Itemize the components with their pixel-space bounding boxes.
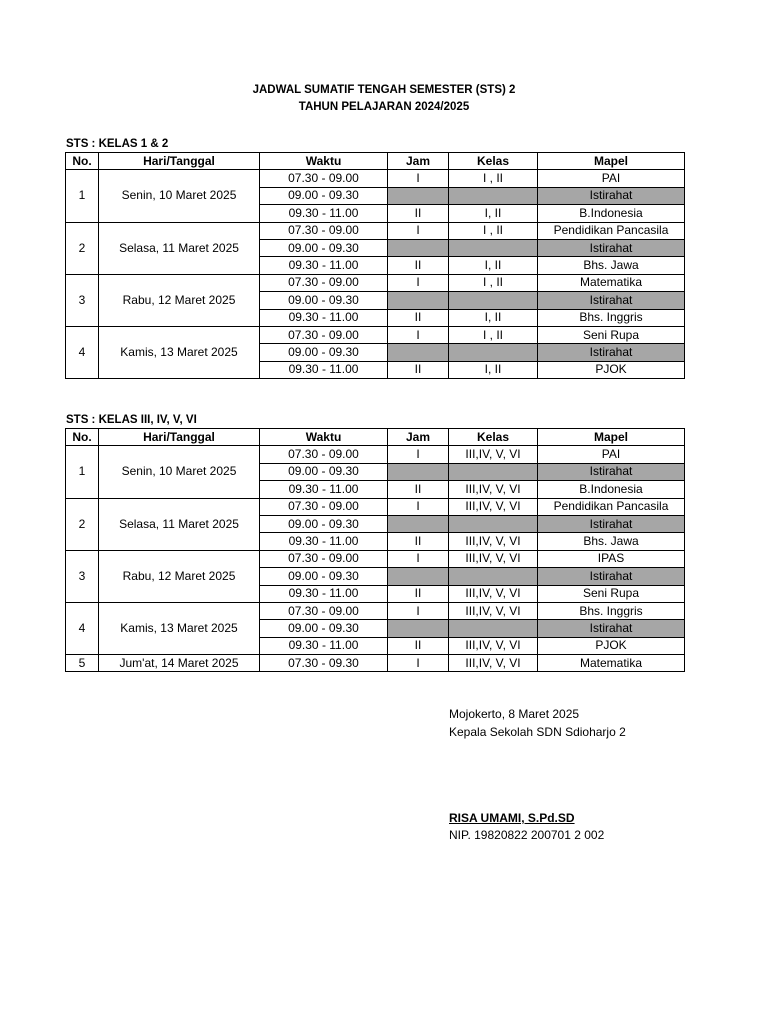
time-cell: 09.00 - 09.30 (260, 187, 388, 204)
jam-cell: I (388, 170, 449, 187)
mapel-cell: Istirahat (538, 568, 685, 585)
header-waktu: Waktu (260, 429, 388, 446)
kelas-cell (449, 568, 538, 585)
jam-cell: II (388, 205, 449, 222)
header-kelas: Kelas (449, 429, 538, 446)
table-row (66, 602, 685, 619)
kelas-cell (449, 515, 538, 532)
day-date-cell: Selasa, 11 Maret 2025 (99, 498, 260, 550)
kelas-cell: I , II (449, 274, 538, 291)
section-label-kelas-3-6: STS : KELAS III, IV, V, VI (66, 414, 197, 426)
signature-name: RISA UMAMI, S.Pd.SD (449, 811, 575, 825)
kelas-cell (449, 187, 538, 204)
mapel-cell: Istirahat (538, 620, 685, 637)
header-jam: Jam (388, 153, 449, 170)
kelas-cell: III,IV, V, VI (449, 533, 538, 550)
time-cell: 07.30 - 09.00 (260, 222, 388, 239)
time-cell: 09.00 - 09.30 (260, 292, 388, 309)
time-cell: 09.00 - 09.30 (260, 463, 388, 480)
day-number-cell: 4 (66, 602, 99, 654)
mapel-cell: PAI (538, 446, 685, 463)
time-cell: 09.30 - 11.00 (260, 309, 388, 326)
time-cell: 07.30 - 09.00 (260, 498, 388, 515)
document-subtitle: TAHUN PELAJARAN 2024/2025 (298, 101, 470, 113)
table-row (66, 498, 685, 515)
time-cell: 07.30 - 09.00 (260, 326, 388, 343)
jam-cell: II (388, 257, 449, 274)
section-label-kelas-1-2: STS : KELAS 1 & 2 (66, 138, 169, 150)
table-row (66, 326, 685, 343)
jam-cell: I (388, 222, 449, 239)
kelas-cell: III,IV, V, VI (449, 446, 538, 463)
mapel-cell: Bhs. Jawa (538, 257, 685, 274)
time-cell: 09.30 - 11.00 (260, 585, 388, 602)
schedule-table-kelas-1-2 (65, 152, 685, 379)
table-row (66, 550, 685, 567)
jam-cell: I (388, 446, 449, 463)
kelas-cell: I, II (449, 257, 538, 274)
day-date-cell: Rabu, 12 Maret 2025 (99, 274, 260, 326)
jam-cell: I (388, 274, 449, 291)
mapel-cell: PJOK (538, 637, 685, 654)
header-no: No. (66, 153, 99, 170)
table-row (66, 222, 685, 239)
mapel-cell: Istirahat (538, 515, 685, 532)
mapel-cell: PJOK (538, 361, 685, 378)
time-cell: 09.30 - 11.00 (260, 533, 388, 550)
day-date-cell: Selasa, 11 Maret 2025 (99, 222, 260, 274)
kelas-cell: III,IV, V, VI (449, 637, 538, 654)
jam-cell: II (388, 585, 449, 602)
jam-cell: II (388, 637, 449, 654)
day-number-cell: 3 (66, 550, 99, 602)
mapel-cell: IPAS (538, 550, 685, 567)
signature-place-date: Mojokerto, 8 Maret 2025 (449, 707, 580, 721)
document-title: JADWAL SUMATIF TENGAH SEMESTER (STS) 2 (252, 84, 516, 96)
jam-cell: II (388, 309, 449, 326)
time-cell: 09.00 - 09.30 (260, 515, 388, 532)
time-cell: 09.30 - 11.00 (260, 481, 388, 498)
kelas-cell: I, II (449, 309, 538, 326)
day-date-cell: Kamis, 13 Maret 2025 (99, 602, 260, 654)
kelas-cell: III,IV, V, VI (449, 481, 538, 498)
kelas-cell: I , II (449, 170, 538, 187)
kelas-cell (449, 344, 538, 361)
kelas-cell: III,IV, V, VI (449, 550, 538, 567)
mapel-cell: Bhs. Inggris (538, 309, 685, 326)
time-cell: 09.00 - 09.30 (260, 344, 388, 361)
kelas-cell (449, 292, 538, 309)
mapel-cell: Bhs. Jawa (538, 533, 685, 550)
jam-cell: I (388, 326, 449, 343)
day-date-cell: Senin, 10 Maret 2025 (99, 170, 260, 222)
time-cell: 09.00 - 09.30 (260, 568, 388, 585)
jam-cell (388, 568, 449, 585)
table-row (66, 446, 685, 463)
header-no: No. (66, 429, 99, 446)
signature-nip: NIP. 19820822 200701 2 002 (449, 828, 605, 842)
jam-cell: II (388, 361, 449, 378)
jam-cell (388, 620, 449, 637)
day-number-cell: 1 (66, 446, 99, 498)
jam-cell (388, 239, 449, 256)
jam-cell: II (388, 533, 449, 550)
day-number-cell: 2 (66, 222, 99, 274)
jam-cell (388, 292, 449, 309)
kelas-cell: I , II (449, 222, 538, 239)
mapel-cell: Matematika (538, 655, 685, 672)
kelas-cell (449, 239, 538, 256)
jam-cell (388, 515, 449, 532)
mapel-cell: PAI (538, 170, 685, 187)
signature-position: Kepala Sekolah SDN Sdioharjo 2 (449, 725, 626, 739)
mapel-cell: Pendidikan Pancasila (538, 222, 685, 239)
kelas-cell: III,IV, V, VI (449, 655, 538, 672)
kelas-cell (449, 463, 538, 480)
time-cell: 07.30 - 09.30 (260, 655, 388, 672)
table-header-row (66, 429, 685, 446)
day-date-cell: Kamis, 13 Maret 2025 (99, 326, 260, 378)
table-row (66, 655, 685, 672)
time-cell: 09.30 - 11.00 (260, 257, 388, 274)
mapel-cell: Istirahat (538, 292, 685, 309)
mapel-cell: Istirahat (538, 463, 685, 480)
kelas-cell: I, II (449, 361, 538, 378)
header-hari-tanggal: Hari/Tanggal (99, 153, 260, 170)
day-date-cell: Rabu, 12 Maret 2025 (99, 550, 260, 602)
mapel-cell: Matematika (538, 274, 685, 291)
time-cell: 09.00 - 09.30 (260, 620, 388, 637)
schedule-table-kelas-3-6 (65, 428, 685, 672)
mapel-cell: Seni Rupa (538, 326, 685, 343)
table-row (66, 170, 685, 187)
day-number-cell: 1 (66, 170, 99, 222)
kelas-cell: I, II (449, 205, 538, 222)
mapel-cell: B.Indonesia (538, 205, 685, 222)
jam-cell: I (388, 655, 449, 672)
day-date-cell: Senin, 10 Maret 2025 (99, 446, 260, 498)
header-kelas: Kelas (449, 153, 538, 170)
time-cell: 09.00 - 09.30 (260, 239, 388, 256)
day-number-cell: 5 (66, 655, 99, 672)
mapel-cell: Bhs. Inggris (538, 602, 685, 619)
time-cell: 09.30 - 11.00 (260, 637, 388, 654)
mapel-cell: Istirahat (538, 187, 685, 204)
header-jam: Jam (388, 429, 449, 446)
day-number-cell: 3 (66, 274, 99, 326)
kelas-cell: III,IV, V, VI (449, 585, 538, 602)
table-header-row (66, 153, 685, 170)
day-number-cell: 2 (66, 498, 99, 550)
jam-cell (388, 463, 449, 480)
time-cell: 09.30 - 11.00 (260, 361, 388, 378)
jam-cell: II (388, 481, 449, 498)
jam-cell: I (388, 550, 449, 567)
mapel-cell: Seni Rupa (538, 585, 685, 602)
kelas-cell: I , II (449, 326, 538, 343)
header-mapel: Mapel (538, 429, 685, 446)
header-mapel: Mapel (538, 153, 685, 170)
time-cell: 07.30 - 09.00 (260, 274, 388, 291)
mapel-cell: Istirahat (538, 344, 685, 361)
header-hari-tanggal: Hari/Tanggal (99, 429, 260, 446)
jam-cell: I (388, 498, 449, 515)
jam-cell (388, 187, 449, 204)
day-number-cell: 4 (66, 326, 99, 378)
mapel-cell: Pendidikan Pancasila (538, 498, 685, 515)
day-date-cell: Jum'at, 14 Maret 2025 (99, 655, 260, 672)
time-cell: 07.30 - 09.00 (260, 602, 388, 619)
header-waktu: Waktu (260, 153, 388, 170)
table-row (66, 274, 685, 291)
jam-cell: I (388, 602, 449, 619)
kelas-cell: III,IV, V, VI (449, 602, 538, 619)
time-cell: 07.30 - 09.00 (260, 170, 388, 187)
time-cell: 09.30 - 11.00 (260, 205, 388, 222)
mapel-cell: B.Indonesia (538, 481, 685, 498)
kelas-cell (449, 620, 538, 637)
time-cell: 07.30 - 09.00 (260, 446, 388, 463)
time-cell: 07.30 - 09.00 (260, 550, 388, 567)
mapel-cell: Istirahat (538, 239, 685, 256)
jam-cell (388, 344, 449, 361)
kelas-cell: III,IV, V, VI (449, 498, 538, 515)
